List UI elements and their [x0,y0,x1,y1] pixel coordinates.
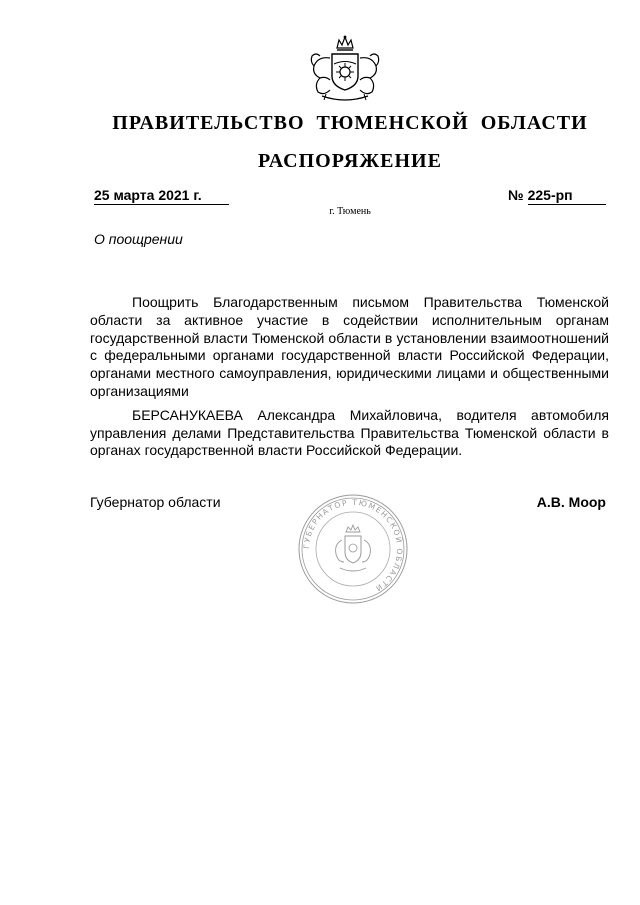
signatory-name: А.В. Моор [536,494,606,510]
body-paragraph: БЕРСАНУКАЕВА Александра Михайловича, водителя автомобиля управления делами Представительства Правительства Тюменской области в органах государственной власти Российской Федерации. [90,406,609,459]
document-city: г. Тюмень [329,206,371,217]
body-paragraph: Поощрить Благодарственным письмом Правительства Тюменской области за активное участие в содействии исполнительным органам государственной власти Тюменской области в установлении взаимоотношений с федеральными органами государственной власти Российской Федерации, органами местного самоуправления, юридическими лицами и общественными организациями [90,294,609,399]
document-number [508,187,606,205]
number-prefix: № [508,187,524,203]
seal-ring-text: ГУБЕРНАТОР ТЮМЕНСКОЙ ОБЛАСТИ [301,497,405,594]
document-type-title: РАСПОРЯЖЕНИЕ [258,150,442,172]
coat-of-arms-icon [300,34,390,106]
government-title: ПРАВИТЕЛЬСТВО ТЮМЕНСКОЙ ОБЛАСТИ [112,112,588,134]
document-subject: О поощрении [94,231,183,247]
document-body [90,294,609,466]
official-seal-icon [296,492,410,606]
document-date: 25 марта 2021 г. [94,187,229,205]
number-value: 225-рп [528,187,606,205]
signatory-position: Губернатор области [90,494,221,510]
